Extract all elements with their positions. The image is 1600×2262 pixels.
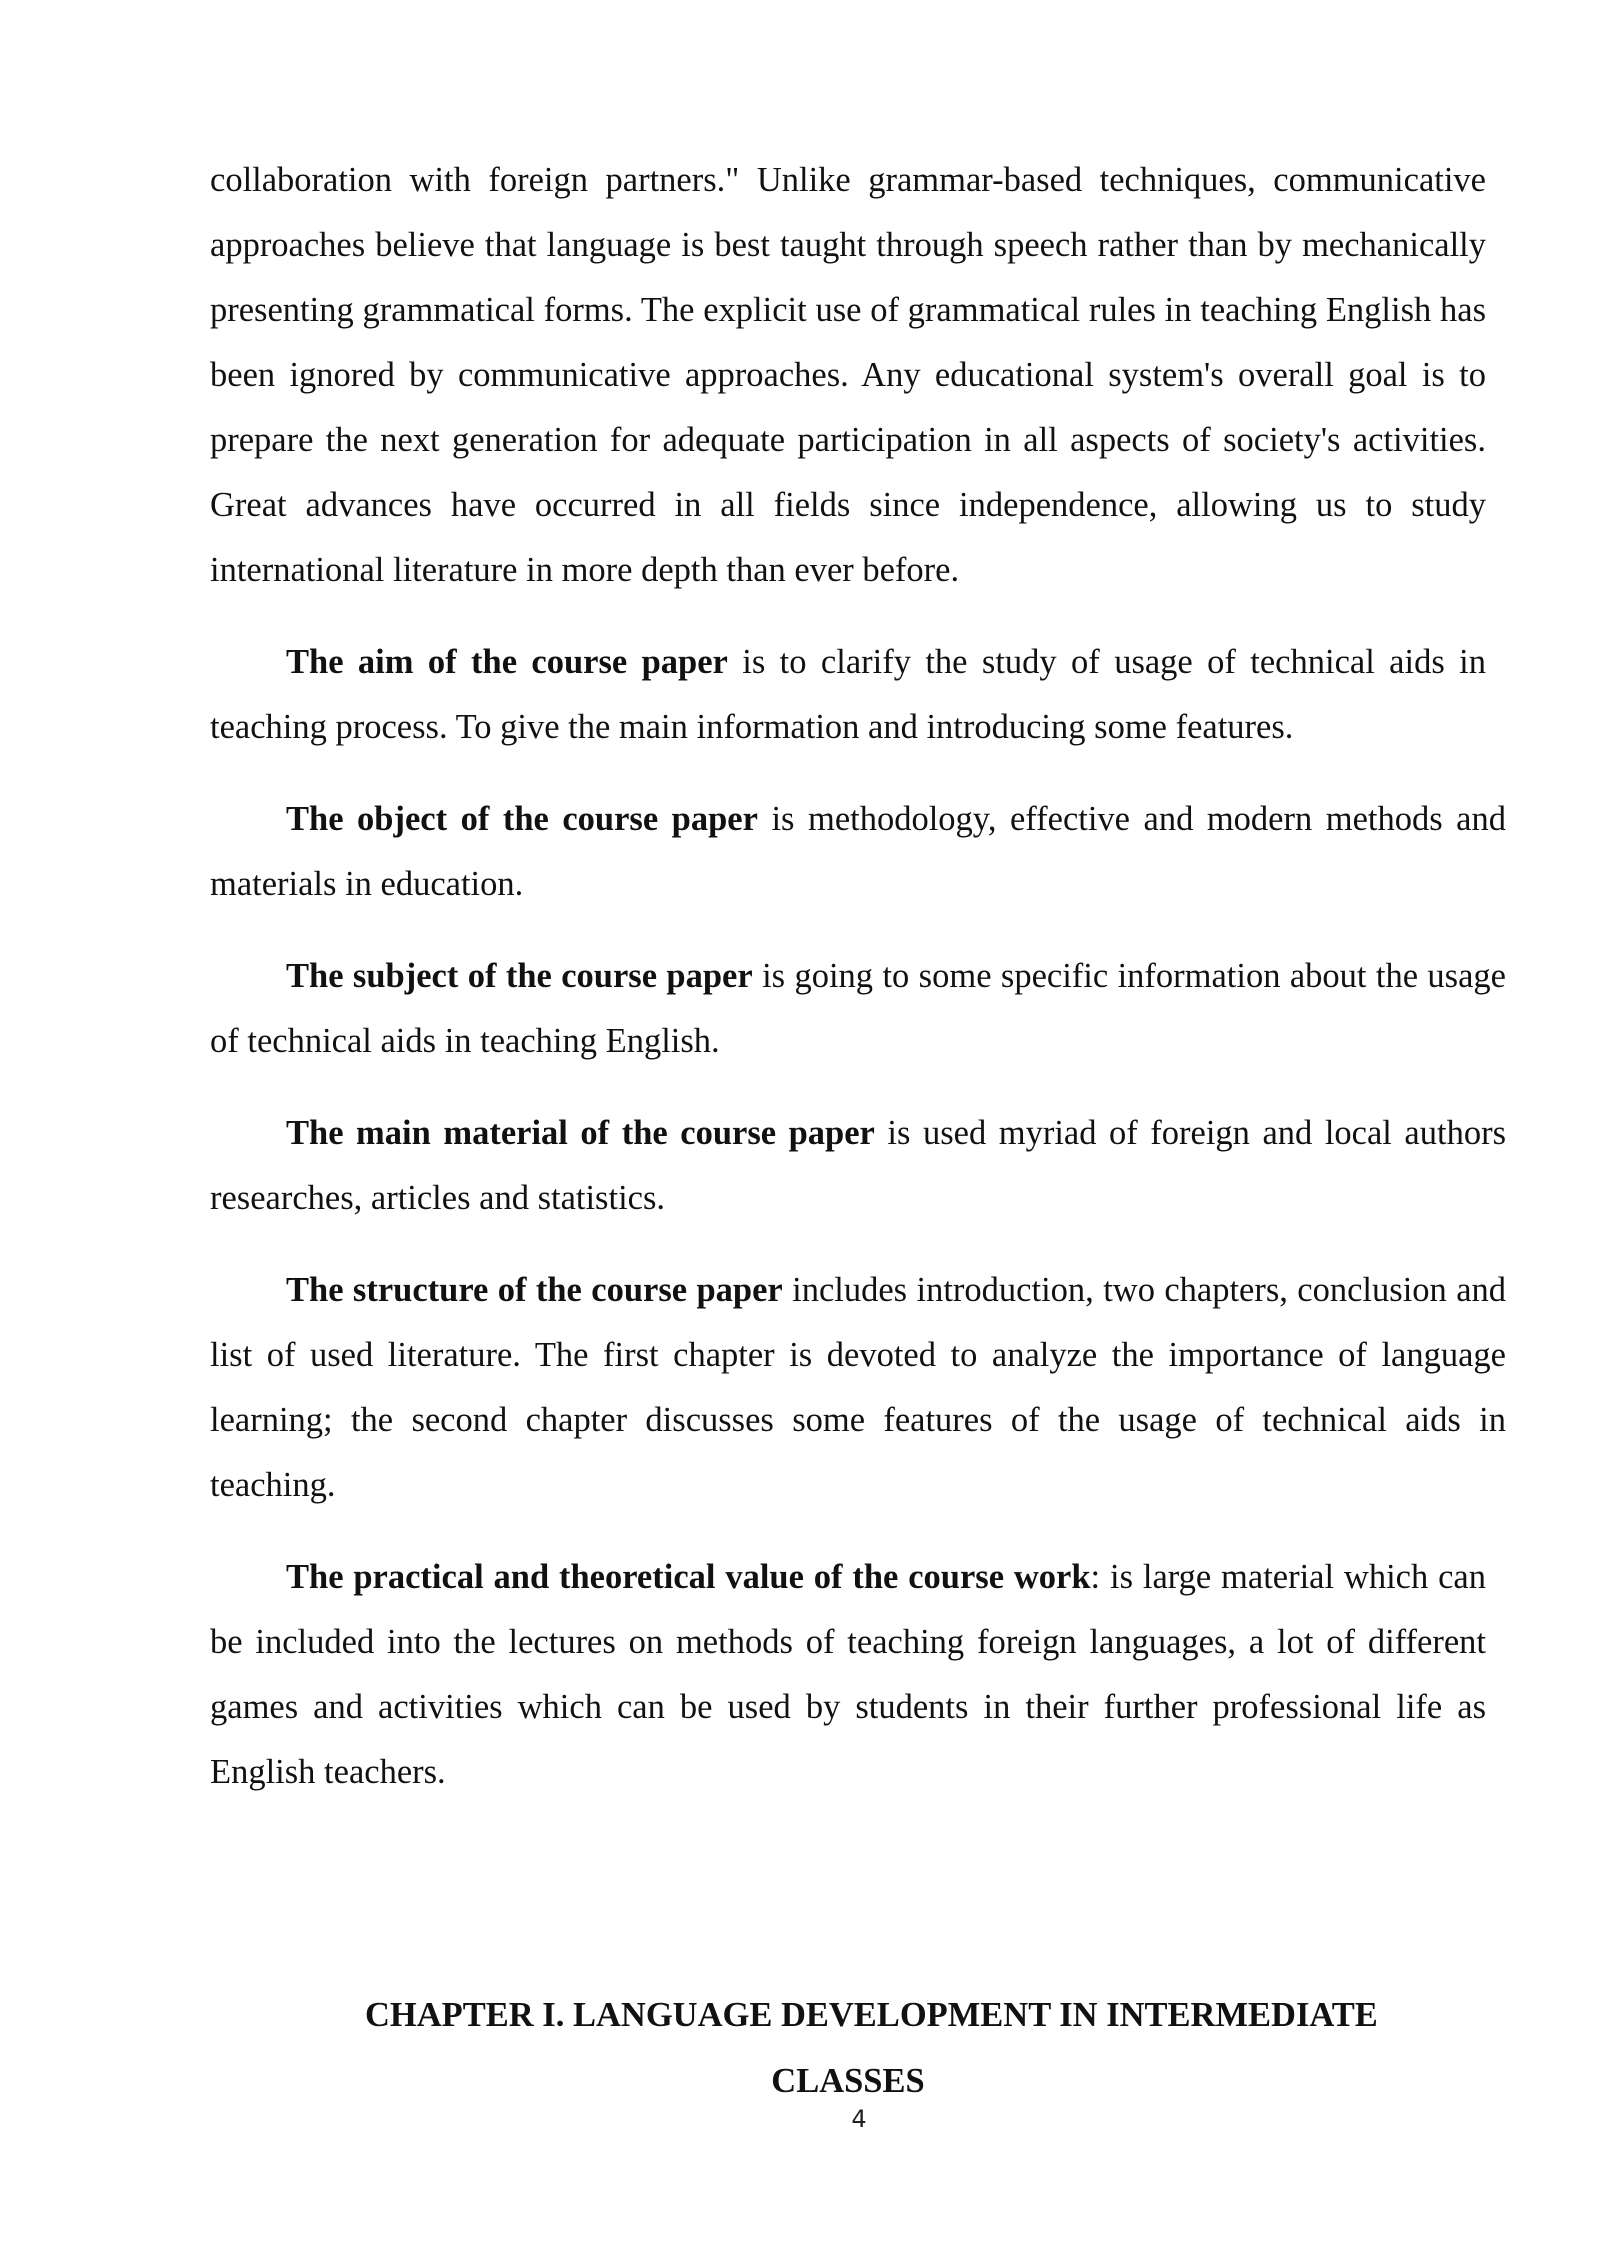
value-lead: The practical and theoretical value of the course work xyxy=(286,1558,1091,1596)
aim-paragraph xyxy=(210,630,1486,760)
structure-lead: The structure of the course paper xyxy=(286,1271,783,1309)
structure-text: includes introduction, two chapters, conclusion and list of used literature. The first chapter is devoted to analyze the importance of language learning; the second chapter discusses some features of the usage of technical aids in teaching. xyxy=(210,1271,1507,1504)
chapter-heading-line2: CLASSES xyxy=(771,2062,925,2100)
chapter-heading xyxy=(210,1982,1486,2114)
subject-paragraph xyxy=(210,944,1506,1074)
chapter-heading-line1: CHAPTER I. LANGUAGE DEVELOPMENT IN INTERMEDIATE xyxy=(365,1996,1378,2034)
object-text: is methodology, effective and modern methods and materials in education. xyxy=(210,800,1506,903)
material-text: is used myriad of foreign and local authors researches, articles and statistics. xyxy=(210,1114,1506,1217)
subject-lead: The subject of the course paper xyxy=(286,957,753,995)
body-text xyxy=(210,148,1507,1805)
object-paragraph xyxy=(210,787,1506,917)
aim-lead: The aim of the course paper xyxy=(286,643,728,681)
object-lead: The object of the course paper xyxy=(286,800,758,838)
material-lead: The main material of the course paper xyxy=(286,1114,875,1152)
subject-text: is going to some specific information about the usage of technical aids in teaching English. xyxy=(210,957,1506,1060)
aim-text: is to clarify the study of usage of technical aids in teaching process. To give the main information and introducing some features. xyxy=(210,643,1486,746)
value-text: : is large material which can be included into the lectures on methods of teaching foreign languages, a lot of different games and activities which can be used by students in their further professional life as English teachers. xyxy=(210,1558,1486,1791)
structure-paragraph xyxy=(210,1258,1506,1518)
value-paragraph xyxy=(210,1545,1486,1805)
intro-paragraph: collaboration with foreign partners." Unlike grammar-based techniques, communicative approaches believe that language is best taught through speech rather than by mechanically presenting grammatical forms. The explicit use of grammatical rules in teaching English has been ignored by communicative approaches. Any educational system's overall goal is to prepare the next generation for adequate participation in all aspects of society's activities. Great advances have occurred in all fields since independence, allowing us to study international literature in more depth than ever before. xyxy=(210,161,1486,589)
material-paragraph xyxy=(210,1101,1506,1231)
page-number: 4 xyxy=(851,2105,867,2133)
